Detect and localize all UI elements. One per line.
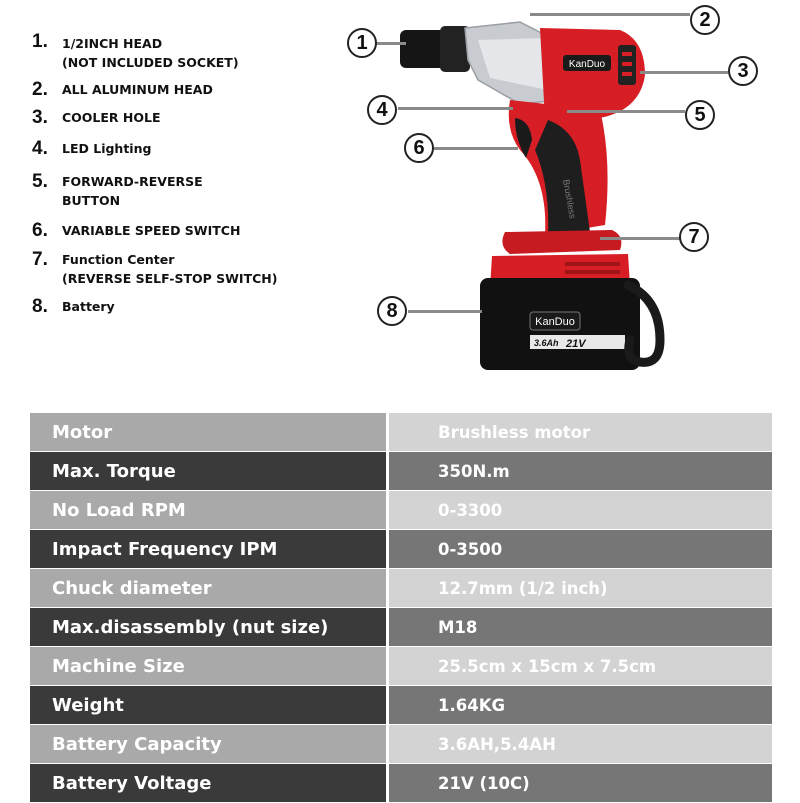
spec-key: Max. Torque xyxy=(30,452,386,490)
feature-item-6 xyxy=(32,221,240,241)
feature-number: 5. xyxy=(32,171,48,192)
leader-line-7 xyxy=(600,237,680,240)
spec-row xyxy=(30,491,772,529)
feature-text: Battery xyxy=(62,299,115,314)
impact-wrench-image xyxy=(330,0,800,400)
spec-key: Battery Capacity xyxy=(30,725,386,763)
feature-text: (REVERSE SELF-STOP SWITCH) xyxy=(62,271,278,286)
spec-key: Motor xyxy=(30,413,386,451)
spec-value: 21V (10C) xyxy=(389,764,772,802)
callout-2: 2 xyxy=(690,5,720,35)
spec-row xyxy=(30,530,772,568)
feature-text: ALL ALUMINUM HEAD xyxy=(62,82,213,97)
spec-value: 1.64KG xyxy=(389,686,772,724)
spec-key: No Load RPM xyxy=(30,491,386,529)
leader-line-2 xyxy=(530,13,690,16)
spec-row xyxy=(30,647,772,685)
brand-label-battery: KanDuo xyxy=(535,316,575,328)
spec-value: 350N.m xyxy=(389,452,772,490)
spec-row xyxy=(30,452,772,490)
spec-key: Chuck diameter xyxy=(30,569,386,607)
spec-row xyxy=(30,725,772,763)
brand-label-top: KanDuo xyxy=(568,59,606,70)
spec-value: 12.7mm (1/2 inch) xyxy=(389,569,772,607)
callout-3: 3 xyxy=(728,56,758,86)
feature-number: 4. xyxy=(32,138,48,159)
feature-text: LED Lighting xyxy=(62,141,152,156)
feature-item-3 xyxy=(32,108,161,128)
spec-value: 25.5cm x 15cm x 7.5cm xyxy=(389,647,772,685)
feature-number: 1. xyxy=(32,31,48,52)
feature-text: FORWARD-REVERSE xyxy=(62,174,203,189)
leader-line-5 xyxy=(567,110,685,113)
feature-text: (NOT INCLUDED SOCKET) xyxy=(62,55,239,70)
spec-row xyxy=(30,569,772,607)
feature-item-2 xyxy=(32,80,213,100)
spec-row xyxy=(30,686,772,724)
feature-item-1 xyxy=(32,32,239,72)
spec-value: M18 xyxy=(389,608,772,646)
feature-number: 7. xyxy=(32,249,48,270)
callout-6: 6 xyxy=(404,133,434,163)
spec-key: Weight xyxy=(30,686,386,724)
leader-line-4 xyxy=(398,107,513,110)
spec-table xyxy=(30,413,772,803)
feature-text: COOLER HOLE xyxy=(62,110,161,125)
feature-text: Function Center xyxy=(62,252,175,267)
spec-key: Impact Frequency IPM xyxy=(30,530,386,568)
feature-number: 6. xyxy=(32,220,48,241)
callout-8: 8 xyxy=(377,296,407,326)
spec-key: Machine Size xyxy=(30,647,386,685)
spec-key: Max.disassembly (nut size) xyxy=(30,608,386,646)
feature-item-5 xyxy=(32,172,203,210)
spec-value: Brushless motor xyxy=(389,413,772,451)
feature-text: VARIABLE SPEED SWITCH xyxy=(62,223,241,238)
feature-number: 8. xyxy=(32,296,48,317)
spec-value: 0-3300 xyxy=(389,491,772,529)
leader-line-3 xyxy=(640,71,728,74)
spec-value: 0-3500 xyxy=(389,530,772,568)
function-center xyxy=(502,230,621,254)
callout-1: 1 xyxy=(347,28,377,58)
grip-text: Brushless xyxy=(561,178,578,220)
spec-row xyxy=(30,764,772,802)
feature-number: 2. xyxy=(32,79,48,100)
callout-5: 5 xyxy=(685,100,715,130)
leader-line-1 xyxy=(376,42,406,45)
spec-key: Battery Voltage xyxy=(30,764,386,802)
battery-capacity-label: 3.6Ah xyxy=(534,338,559,348)
spec-value: 3.6AH,5.4AH xyxy=(389,725,772,763)
callout-4: 4 xyxy=(367,95,397,125)
leader-line-6 xyxy=(434,147,518,150)
feature-text: 1/2INCH HEAD xyxy=(62,36,163,51)
battery-voltage-label: 21V xyxy=(566,338,586,350)
feature-item-7 xyxy=(32,250,277,288)
spec-row xyxy=(30,413,772,451)
feature-text: BUTTON xyxy=(62,193,121,208)
feature-item-8 xyxy=(32,297,115,317)
callout-7: 7 xyxy=(679,222,709,252)
feature-item-4 xyxy=(32,139,151,159)
leader-line-8 xyxy=(408,310,482,313)
spec-row xyxy=(30,608,772,646)
feature-number: 3. xyxy=(32,107,48,128)
anvil xyxy=(400,30,445,68)
